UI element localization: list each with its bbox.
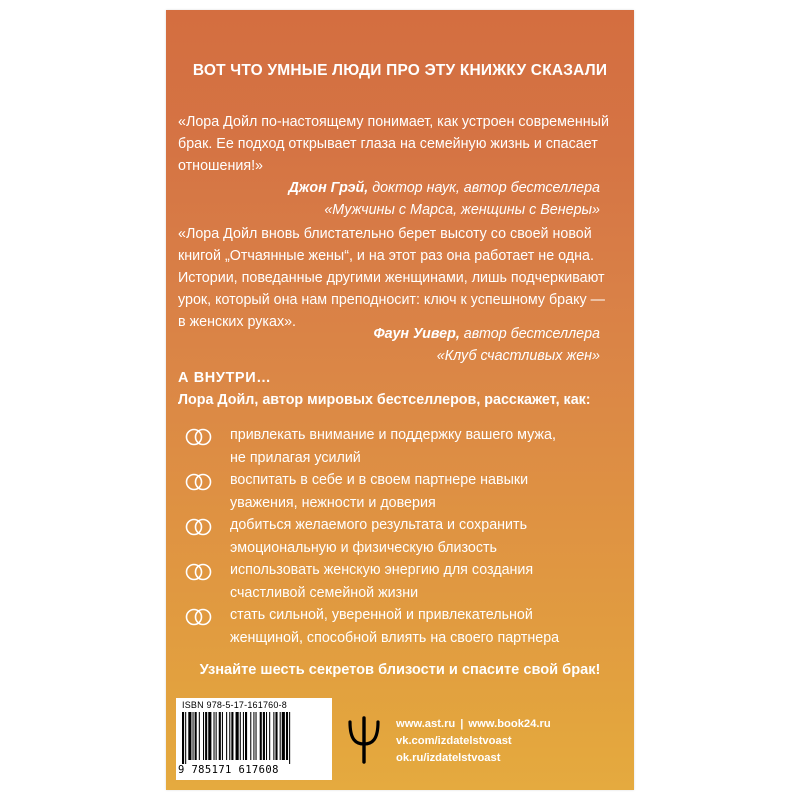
barcode-bar (263, 712, 265, 760)
bullet-text (230, 604, 630, 650)
link-separator: | (460, 718, 464, 730)
barcode-bar (188, 712, 191, 760)
barcode-bar (260, 712, 262, 760)
barcode-bar (282, 712, 285, 760)
bullet-line: воспитать в себе и в своем партнере навыки (230, 472, 529, 488)
barcode-bar (205, 712, 207, 760)
quote-2-author-title: автор бестселлера (459, 326, 600, 342)
barcode-bar (275, 712, 277, 760)
psi-logo-icon (346, 716, 382, 764)
quote-1-author-name: Джон Грэй, (288, 180, 369, 196)
barcode-digits: 9 785171 617608 (178, 764, 279, 776)
interlocking-rings-icon (184, 608, 214, 626)
link-vk[interactable]: vk.com/izdatelstvoast (396, 735, 512, 747)
quote-1 (178, 111, 628, 177)
quote-2-author (180, 323, 600, 367)
call-to-action: Узнайте шесть секретов близости и спасите свой брак! (199, 662, 601, 678)
bullet-line: добиться желаемого результата и сохранить (230, 517, 528, 533)
barcode-icon (182, 712, 326, 764)
barcode-bar (266, 712, 267, 760)
barcode-bar (240, 712, 241, 760)
quote-1-line-2: брак. Ее подход открывает глаза на семейную жизнь и спасает (178, 136, 598, 152)
quote-2-line-2: книгой „Отчаянные жены“, и на этот раз она работает не одна. (178, 248, 594, 264)
bullet-text (230, 469, 630, 515)
bullet-line: привлекать внимание и поддержку вашего мужа, (230, 427, 556, 443)
barcode-bar (185, 712, 186, 764)
barcode-bar (195, 712, 197, 760)
barcode-bar (182, 712, 184, 764)
barcode-bar (208, 712, 211, 760)
bullet-line: эмоциональную и физическую близость (230, 540, 497, 556)
bullet-line: женщиной, способной влиять на своего партнера (230, 630, 560, 646)
interlocking-rings-icon (184, 473, 214, 491)
barcode-bar (253, 712, 254, 760)
publisher-links (396, 716, 551, 767)
barcode-bar (256, 712, 257, 760)
quote-1-author-book: «Мужчины с Марса, женщины с Венеры» (324, 202, 600, 218)
quote-2 (178, 223, 634, 333)
link-ast[interactable]: www.ast.ru (396, 718, 456, 730)
link-ok[interactable]: ok.ru/izdatelstvoast (396, 752, 501, 764)
bullet-line: использовать женскую энергию для создания (230, 562, 534, 578)
bullet-text (230, 559, 630, 605)
quote-2-line-4: урок, который она нам преподносит: ключ к успешному браку — (178, 292, 605, 308)
barcode-bar (250, 712, 251, 760)
quote-2-line-1: «Лора Дойл вновь блистательно берет высоту со своей новой (178, 226, 592, 242)
quote-1-line-1: «Лора Дойл по-настоящему понимает, как устроен современный (178, 114, 609, 130)
barcode-bar (231, 712, 233, 760)
barcode-bar (226, 712, 227, 760)
barcode-bar (236, 712, 239, 760)
quote-1-author-title: доктор наук, автор бестселлера (368, 180, 600, 196)
bullet-line: счастливой семейной жизни (230, 585, 419, 601)
interlocking-rings-icon (184, 563, 214, 581)
interlocking-rings-icon (184, 428, 214, 446)
bullet-line: не прилагая усилий (230, 450, 361, 466)
quote-2-author-name: Фаун Уивер, (373, 326, 460, 342)
bullet-line: уважения, нежности и доверия (230, 495, 436, 511)
quote-2-line-5: в женских руках». (178, 314, 297, 330)
quote-2-author-book: «Клуб счастливых жен» (436, 348, 600, 364)
interlocking-rings-icon (184, 518, 214, 536)
inside-intro: Лора Дойл, автор мировых бестселлеров, расскажет, как: (178, 392, 591, 408)
barcode-bar (243, 712, 244, 760)
barcode-bar (229, 712, 230, 760)
book-back-cover (166, 10, 634, 790)
bullet-text (230, 514, 630, 560)
barcode-bar (269, 712, 270, 760)
bullet-line: стать сильной, уверенной и привлекательной (230, 607, 533, 623)
inside-title: А ВНУТРИ… (178, 370, 272, 386)
barcode-box (176, 698, 332, 780)
barcode-bar (203, 712, 204, 760)
cover-heading: ВОТ ЧТО УМНЫЕ ЛЮДИ ПРО ЭТУ КНИЖКУ СКАЗАЛИ (192, 62, 608, 79)
quote-1-line-3: отношения!» (178, 158, 263, 174)
barcode-bar (245, 712, 247, 760)
barcode-bar (222, 712, 223, 760)
barcode-bar (216, 712, 217, 760)
barcode-bar (214, 712, 215, 760)
link-book24[interactable]: www.book24.ru (468, 718, 551, 730)
barcode-bar (193, 712, 194, 760)
barcode-bar (199, 712, 200, 760)
bullet-text (230, 424, 630, 470)
barcode-bar (273, 712, 274, 760)
barcode-bar (286, 712, 288, 760)
barcode-bar (289, 712, 290, 764)
quote-2-line-3: Истории, поведанные другими женщинами, лишь подчеркивают (178, 270, 605, 286)
barcode-bar (280, 712, 281, 760)
barcode-bar (219, 712, 221, 760)
quote-1-author (180, 177, 600, 221)
isbn-text: ISBN 978-5-17-161760-8 (182, 700, 287, 710)
